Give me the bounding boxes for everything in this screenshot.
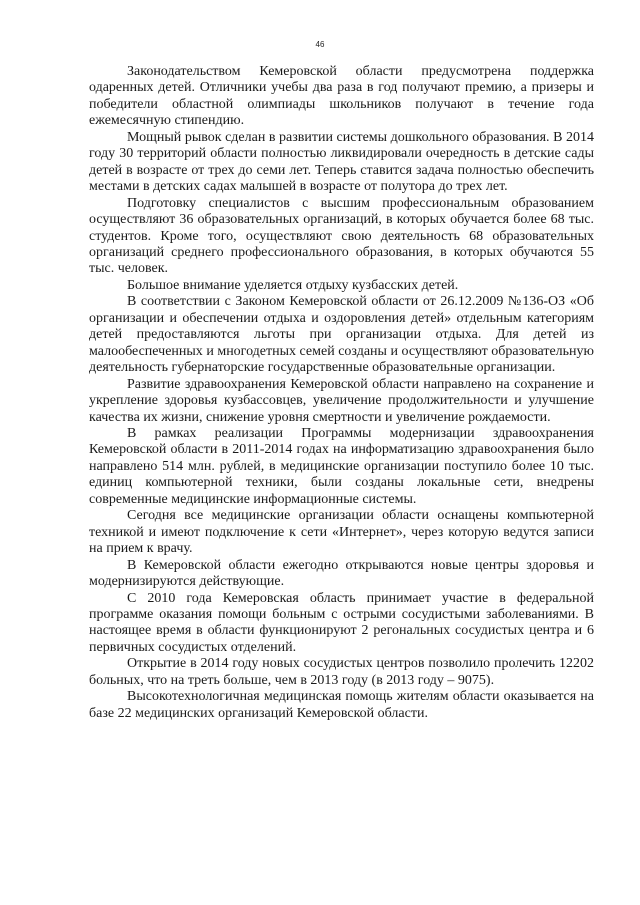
paragraph-internet-connection: Сегодня все медицинские организации области оснащены компьютерной техникой и имеют подключение к сети «Интернет», через которую ведутся записи на прием к врачу. <box>89 508 594 557</box>
paragraph-recreation-law: В соответствии с Законом Кемеровской области от 26.12.2009 №136-ОЗ «Об организации и обеспечении отдыха и оздоровления детей» отдельным категориям детей предоставляются льготы при организации отдыха. Для детей из малообеспеченных и многодетных семей созданы и осуществляют образовательную деятельность губернаторские государственные образовательные организации. <box>89 294 594 376</box>
paragraph-preschool-education: Мощный рывок сделан в развитии системы дошкольного образования. В 2014 году 30 территорий области полностью ликвидировали очередность в детские сады детей в возрасте от трех до семи лет. Теперь ставится задача полностью обеспечить местами в детских садах малышей в возрасте от полутора до трех лет. <box>89 129 594 195</box>
paragraph-healthcare-development: Развитие здравоохранения Кемеровской области направлено на сохранение и укрепление здоровья кузбассовцев, увеличение продолжительности и улучшение качества их жизни, снижение уровня смертности и увеличение рождаемости. <box>89 376 594 425</box>
paragraph-high-tech-care: Высокотехнологичная медицинская помощь жителям области оказывается на базе 22 медицинских организаций Кемеровской области. <box>89 689 594 721</box>
paragraph-gifted-children-support: Законодательством Кемеровской области предусмотрена поддержка одаренных детей. Отличники учебы два раза в год получают премию, а призеры и победители областной олимпиады школьников получают в течение года ежемесячную стипендию. <box>89 64 594 129</box>
paragraph-healthcare-modernization: В рамках реализации Программы модернизации здравоохранения Кемеровской области в 2011-2014 годах на информатизацию здравоохранения было направлено 514 млн. рублей, в медицинские организации поступило более 10 тыс. единиц компьютерной техники, были созданы локальные сети, внедрены современные медицинские информационные системы. <box>89 425 594 507</box>
body-text <box>89 64 594 722</box>
paragraph-health-centers: В Кемеровской области ежегодно открываются новые центры здоровья и модернизируются действующие. <box>89 557 594 590</box>
paragraph-higher-education: Подготовку специалистов с высшим профессиональным образованием осуществляют 36 образовательных организаций, в которых обучается более 68 тыс. студентов. Кроме того, осуществляют свою деятельность 68 образовательных организаций среднего профессионального образования, в которых обучаются 55 тыс. человек. <box>89 195 594 277</box>
paragraph-vascular-program: С 2010 года Кемеровская область принимает участие в федеральной программе оказания помощи больным с острыми сосудистыми заболеваниями. В настоящее время в области функционируют 2 регональных сосудистых центра и 6 первичных сосудистых отделений. <box>89 590 594 655</box>
paragraph-children-recreation: Большое внимание уделяется отдыху кузбасских детей. <box>127 277 459 293</box>
paragraph-vascular-centers-results: Открытие в 2014 году новых сосудистых центров позволило пролечить 12202 больных, что на треть больше, чем в 2013 году (в 2013 году – 9075). <box>89 656 594 688</box>
page-number: 46 <box>315 40 325 49</box>
